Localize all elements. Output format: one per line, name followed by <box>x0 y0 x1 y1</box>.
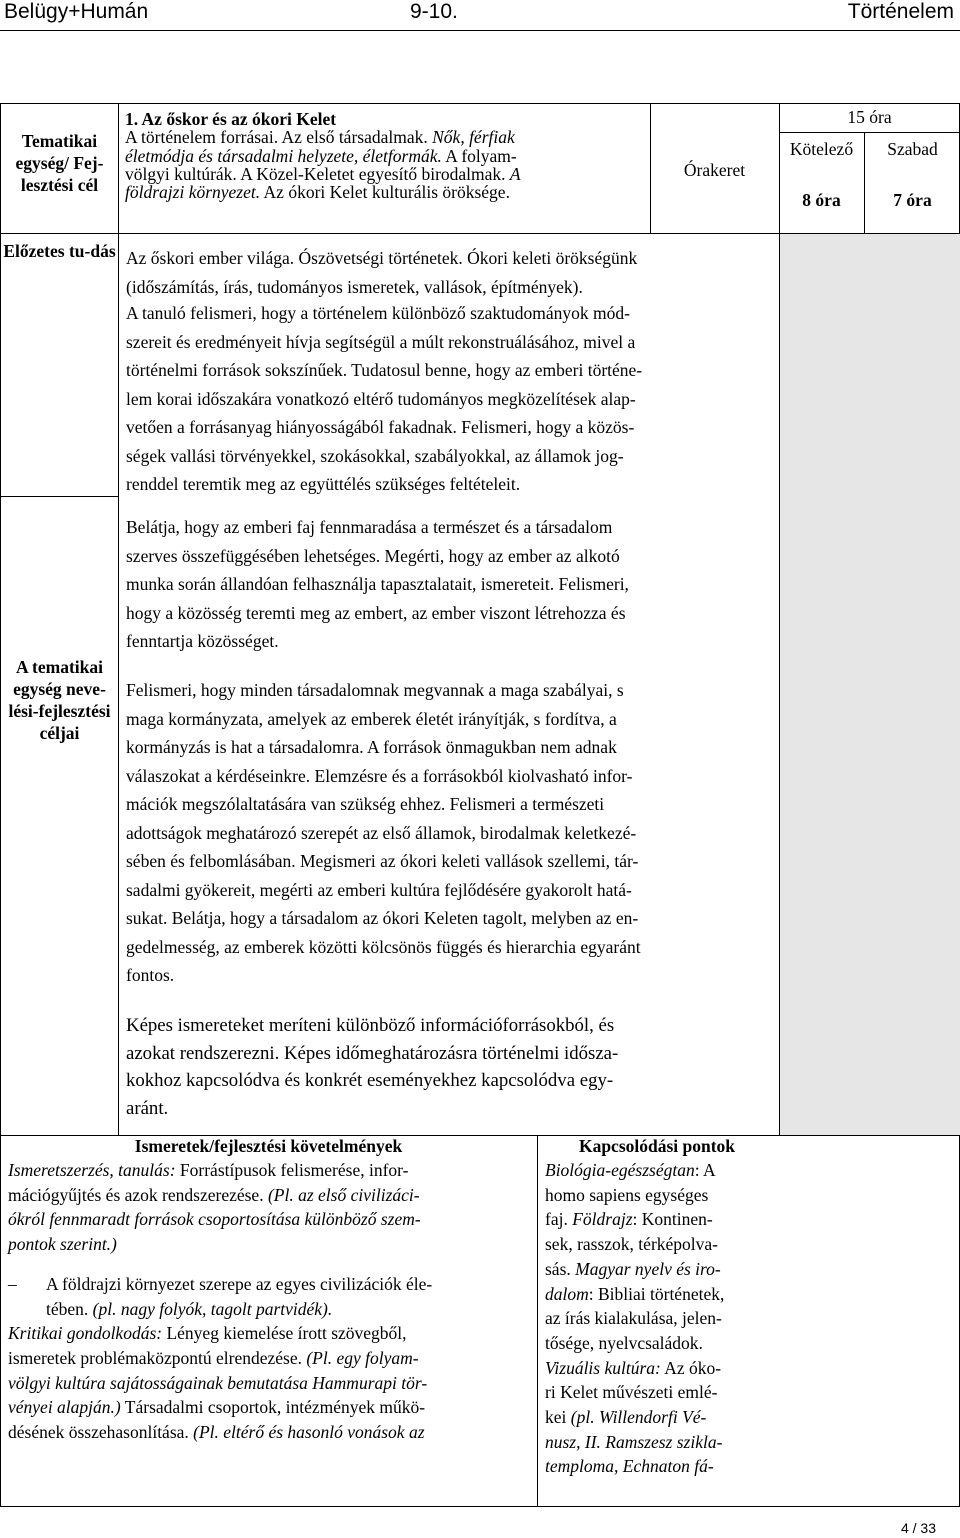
text: Társadalmi csoportok, intézmények műkö- <box>120 1397 426 1418</box>
text: A földrajzi környezet szerepe az egyes civilizációk éle- <box>46 1273 433 1294</box>
text-italic: (pl. Willendorfi Vé- <box>566 1407 707 1428</box>
text-line: sukat. Belátja, hogy a társadalom az ókori Keleten tagolt, melyben az en- <box>126 908 639 928</box>
text: mációgyűjtés és azok rendszerezése. <box>8 1184 264 1205</box>
unit-title: 1. Az őskor és az ókori Kelet <box>125 109 337 129</box>
text-line: kormányzás is hat a társadalomra. A források önmagukban nem adnak <box>126 737 617 757</box>
text: Az óko- <box>660 1357 722 1378</box>
text-line: történelmi források sokszínűek. Tudatosul benne, hogy az emberi történe- <box>126 360 643 380</box>
text-italic: Vizuális kultúra: <box>545 1357 661 1378</box>
unit-text: A folyam- <box>445 145 517 166</box>
header-title: Történelem <box>847 0 954 23</box>
text-line: ségek vallási törvényekkel, szokásokkal, szabályokkal, az államok jog- <box>126 445 624 466</box>
text-line: Felismeri, hogy minden társadalomnak megvannak a maga szabályai, s <box>126 680 624 700</box>
orakeret-label: Órakeret <box>683 160 746 180</box>
text: ri Kelet művészeti emlé- <box>545 1382 718 1403</box>
unit-text-italic: életmódja és társadalmi helyzete, életformák. <box>125 145 442 166</box>
szabad-label: Szabad <box>887 139 938 159</box>
text: Forrástípusok felismerése, infor- <box>175 1160 409 1180</box>
unit-text-italic: A <box>509 163 521 184</box>
text: sek, rasszok, térképolva- <box>545 1234 718 1255</box>
header-subject: Belügy+Humán <box>4 0 149 23</box>
kotelezo-hours: 8 óra <box>802 190 841 210</box>
text-italic: pontok szerint.) <box>8 1234 117 1255</box>
text-line: munka során állandóan felhasználja tapasztalatait, ismereteit. Felismeri, <box>126 574 629 594</box>
text-line: Képes ismereteket meríteni különböző információforrásokból, és <box>126 1015 615 1036</box>
kapcsolodasi-text <box>545 1158 777 1479</box>
text-line: kokhoz kapcsolódva és konkrét eseményekhez kapcsolódva egy- <box>126 1070 614 1092</box>
text: ismeretek problémaközpontú elrendezése. <box>8 1347 302 1368</box>
text: : Kontinen- <box>632 1209 713 1230</box>
row-divider-2 <box>0 496 118 497</box>
unit-text-italic: földrajzi környezet. <box>125 182 261 203</box>
text-italic: (pl. nagy folyók, tagolt partvidék). <box>88 1298 333 1319</box>
text-line: hogy a közösség teremti meg az embert, az ember viszont létrehozza és <box>126 602 626 623</box>
text-italic: Biológia-egészségtan <box>545 1160 695 1180</box>
text-italic: vényei alapján.) <box>8 1397 121 1418</box>
text-line: gedelmesség, az emberek közötti kölcsönös függés és hierarchia egyaránt <box>126 936 641 957</box>
column-divider-bottom <box>537 1135 538 1507</box>
celok-paragraph-1 <box>126 299 776 499</box>
text: Lényeg kiemelése írott szövegből, <box>162 1323 407 1344</box>
text-line: Az őskori ember világa. Ószövetségi történetek. Ókori keleti örökségünk <box>126 248 638 268</box>
text-italic: (Pl. az első civilizáci- <box>263 1184 420 1205</box>
text: tősége, nyelvcsaládok. <box>545 1332 703 1353</box>
kotelezo-label: Kötelező <box>789 139 854 159</box>
header-grade: 9-10. <box>410 0 458 23</box>
unit-text: Az ókori Kelet kulturális öröksége. <box>263 182 510 203</box>
text-italic: Ismeretszerzés, tanulás: <box>8 1160 176 1180</box>
column-divider-hours <box>779 103 780 1136</box>
text: sás. <box>545 1258 571 1279</box>
szabad-hours: 7 óra <box>893 190 932 210</box>
text: : A <box>694 1160 716 1180</box>
text: faj. <box>545 1209 568 1230</box>
text-italic: Magyar nyelv és iro- <box>570 1258 721 1279</box>
text-line: (időszámítás, írás, tudományos ismeretek, vallások, építmények). <box>126 276 583 297</box>
text-italic: nusz, II. Ramszesz szikla- <box>545 1431 723 1452</box>
text-line: mációk megszólaltatására van szükség ehhez. Felismeri a természeti <box>126 794 605 814</box>
column-divider-label <box>118 103 119 1136</box>
label-elozetes: Előzetes tu-dás <box>3 241 116 261</box>
text-line: szerves összefüggésében lehetséges. Megérti, hogy az ember az alkotó <box>126 545 620 566</box>
unit-text-italic: Nők, férfiak <box>432 127 515 148</box>
hours-subheader-line <box>779 132 960 133</box>
text: tében. <box>46 1298 89 1319</box>
text-italic: ókról fennmaradt források csoportosítása különböző szem- <box>8 1209 421 1230</box>
text: homo sapiens egységes <box>545 1184 709 1205</box>
text: désének összehasonlítása. <box>8 1422 189 1443</box>
text-line: fontos. <box>126 965 175 985</box>
gray-fill-right <box>779 233 960 1135</box>
text-italic: dalom <box>545 1283 589 1304</box>
dash-bullet: – <box>8 1273 17 1294</box>
text-line: adottságok meghatározó szerepét az első államok, birodalmak keletkezé- <box>126 822 637 843</box>
kapcsolodasi-heading: Kapcsolódási pontok <box>578 1136 736 1156</box>
text-line: A tanuló felismeri, hogy a történelem különböző szaktudományok mód- <box>126 303 630 323</box>
celok-paragraph-4 <box>126 1012 776 1122</box>
text-line: fenntartja közösséget. <box>126 631 279 651</box>
text-italic: Kritikai gondolkodás: <box>8 1323 163 1344</box>
label-celjai: A tematikai egység neve-lési-fejlesztési céljai <box>8 657 111 743</box>
unit-text: völgyi kultúrák. A Közel-Keletet egyesítő birodalmak. <box>125 163 506 184</box>
text-line: sében és felbomlásában. Megismeri az ókori keleti vallások szellemi, tár- <box>126 851 639 871</box>
text-line: renddel teremtik meg az együttélés szükséges feltételeit. <box>126 474 521 494</box>
ismeretek-heading: Ismeretek/fejlesztési követelmények <box>134 1136 403 1156</box>
unit-text: A történelem forrásai. Az első társadalmak. <box>125 127 428 148</box>
text-italic: (Pl. eltérő és hasonló vonások az <box>188 1422 425 1443</box>
text: : Bibliai történetek, <box>588 1283 725 1304</box>
text-italic: temploma, Echnaton fá- <box>545 1456 714 1477</box>
text-italic: (Pl. egy folyam- <box>301 1347 419 1368</box>
text-line: Belátja, hogy az emberi faj fennmaradása a természet és a társadalom <box>126 517 613 537</box>
elozetes-text <box>126 244 776 301</box>
celok-paragraph-2 <box>126 513 776 656</box>
text-line: aránt. <box>126 1097 169 1119</box>
text-line: válaszokat a kérdéseinkre. Elemzésre és a forrásokból kiolvasható infor- <box>126 765 633 786</box>
page-number: 4 / 33 <box>900 1520 936 1536</box>
text-line: sadalmi gyökereit, megérti az emberi kultúra fejlődésére gyakorolt hatá- <box>126 879 632 900</box>
text-line: maga kormányzata, amelyek az emberek életét irányítják, s fordítva, a <box>126 708 617 729</box>
orakeret-total: 15 óra <box>847 107 892 127</box>
celok-paragraph-3 <box>126 676 776 990</box>
text-line: szereit és eredményeit hívja segítségül a múlt rekonstruálásához, mivel a <box>126 331 636 352</box>
text-line: vetően a forrásanyag hiányosságából fakadnak. Felismeri, hogy a közös- <box>126 417 635 437</box>
unit-description <box>125 110 645 201</box>
text-line: lem korai időszakára vonatkozó eltérő tudományos megközelítések alap- <box>126 388 636 409</box>
text-italic: Földrajz <box>567 1209 633 1230</box>
text-italic: völgyi kultúra sajátosságainak bemutatása Hammurapi tör- <box>8 1372 428 1393</box>
ismeretek-text <box>8 1158 533 1445</box>
text: az írás kialakulása, jelen- <box>545 1308 722 1329</box>
text-line: azokat rendszerezni. Képes időmeghatározásra történelmi idősza- <box>126 1042 619 1064</box>
row-divider-1 <box>0 233 960 234</box>
label-tematikai: Tematikai egység/ Fej-lesztési cél <box>15 131 104 195</box>
header-rule <box>0 30 960 31</box>
text: kei <box>545 1407 567 1428</box>
